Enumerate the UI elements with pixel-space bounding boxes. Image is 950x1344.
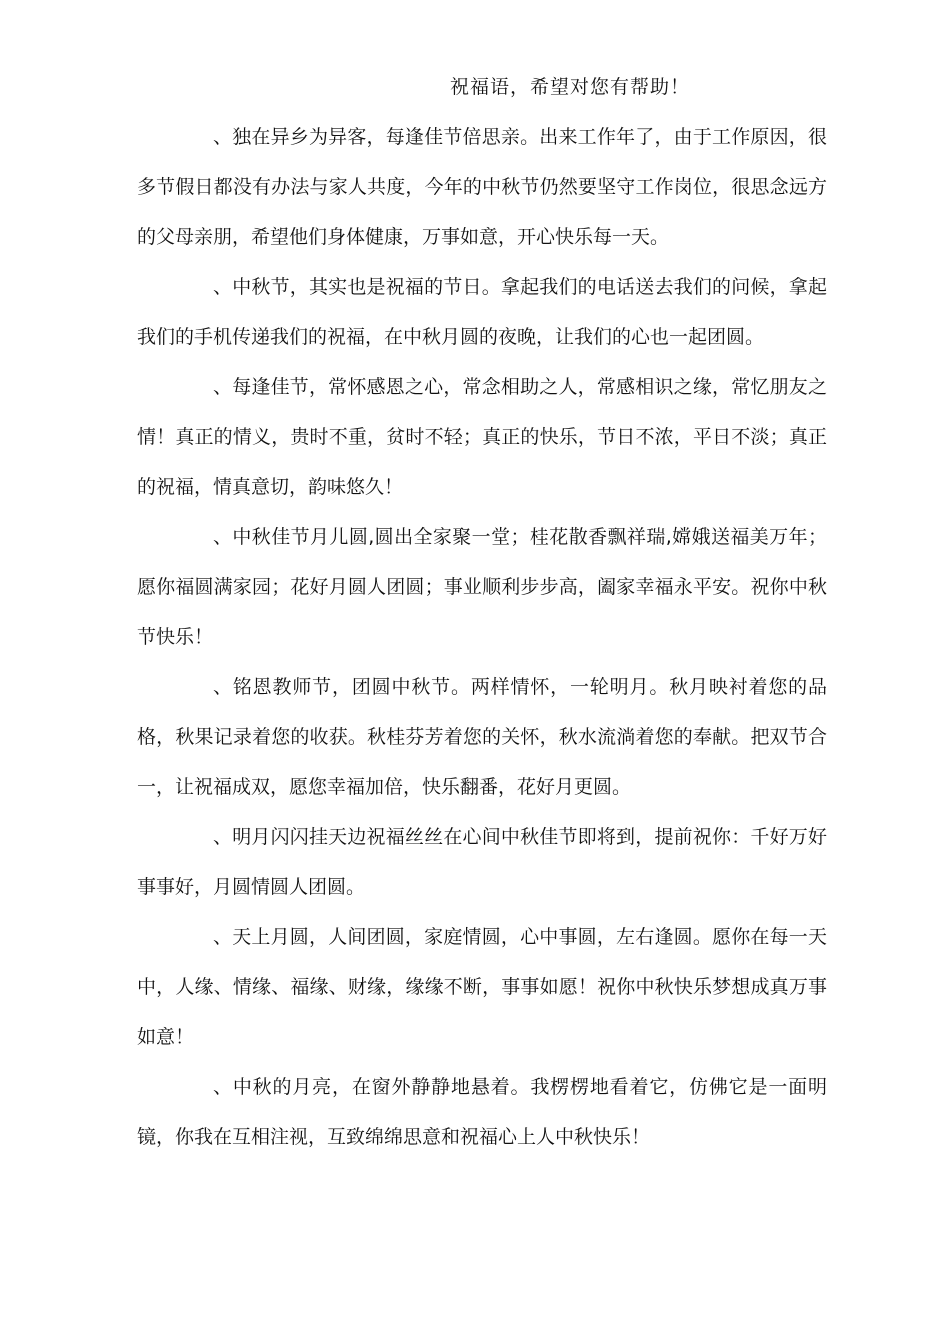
paragraph-3: 、每逢佳节，常怀感恩之心，常念相助之人，常感相识之缘，常忆朋友之情！真正的情义，贵时不重，贫时不轻；真正的快乐，节日不浓，平日不淡；真正的祝福，情真意切，韵味悠久！ (137, 376, 827, 498)
paragraph-6: 、明月闪闪挂天边祝福丝丝在心间中秋佳节即将到，提前祝你：千好万好事事好，月圆情圆人团圆。 (137, 826, 827, 898)
paragraph-1: 、独在异乡为异客，每逢佳节倍思亲。出来工作年了，由于工作原因，很多节假日都没有办法与家人共度，今年的中秋节仍然要坚守工作岗位，很思念远方的父母亲朋，希望他们身体健康，万事如意，开心快乐每一天。 (137, 126, 827, 248)
paragraph-5: 、铭恩教师节，团圆中秋节。两样情怀，一轮明月。秋月映衬着您的品格，秋果记录着您的收获。秋桂芬芳着您的关怀，秋水流淌着您的奉献。把双节合一，让祝福成双，愿您幸福加倍，快乐翻番，花好月更圆。 (137, 676, 827, 798)
page-title: 祝福语，希望对您有帮助！ (450, 76, 691, 98)
paragraph-2: 、中秋节，其实也是祝福的节日。拿起我们的电话送去我们的问候，拿起我们的手机传递我们的祝福，在中秋月圆的夜晚，让我们的心也一起团圆。 (137, 276, 827, 348)
paragraph-4: 、中秋佳节月儿圆,圆出全家聚一堂；桂花散香飘祥瑞,嫦娥送福美万年；愿你福圆满家园；花好月圆人团圆；事业顺利步步高，阖家幸福永平安。祝你中秋节快乐！ (137, 526, 827, 648)
paragraph-7: 、天上月圆，人间团圆，家庭情圆，心中事圆，左右逢圆。愿你在每一天中，人缘、情缘、福缘、财缘，缘缘不断，事事如愿！祝你中秋快乐梦想成真万事如意！ (137, 926, 827, 1048)
document-body (137, 112, 827, 1162)
paragraph-8: 、中秋的月亮，在窗外静静地悬着。我楞楞地看着它，仿佛它是一面明镜，你我在互相注视，互致绵绵思意和祝福心上人中秋快乐！ (137, 1076, 827, 1148)
